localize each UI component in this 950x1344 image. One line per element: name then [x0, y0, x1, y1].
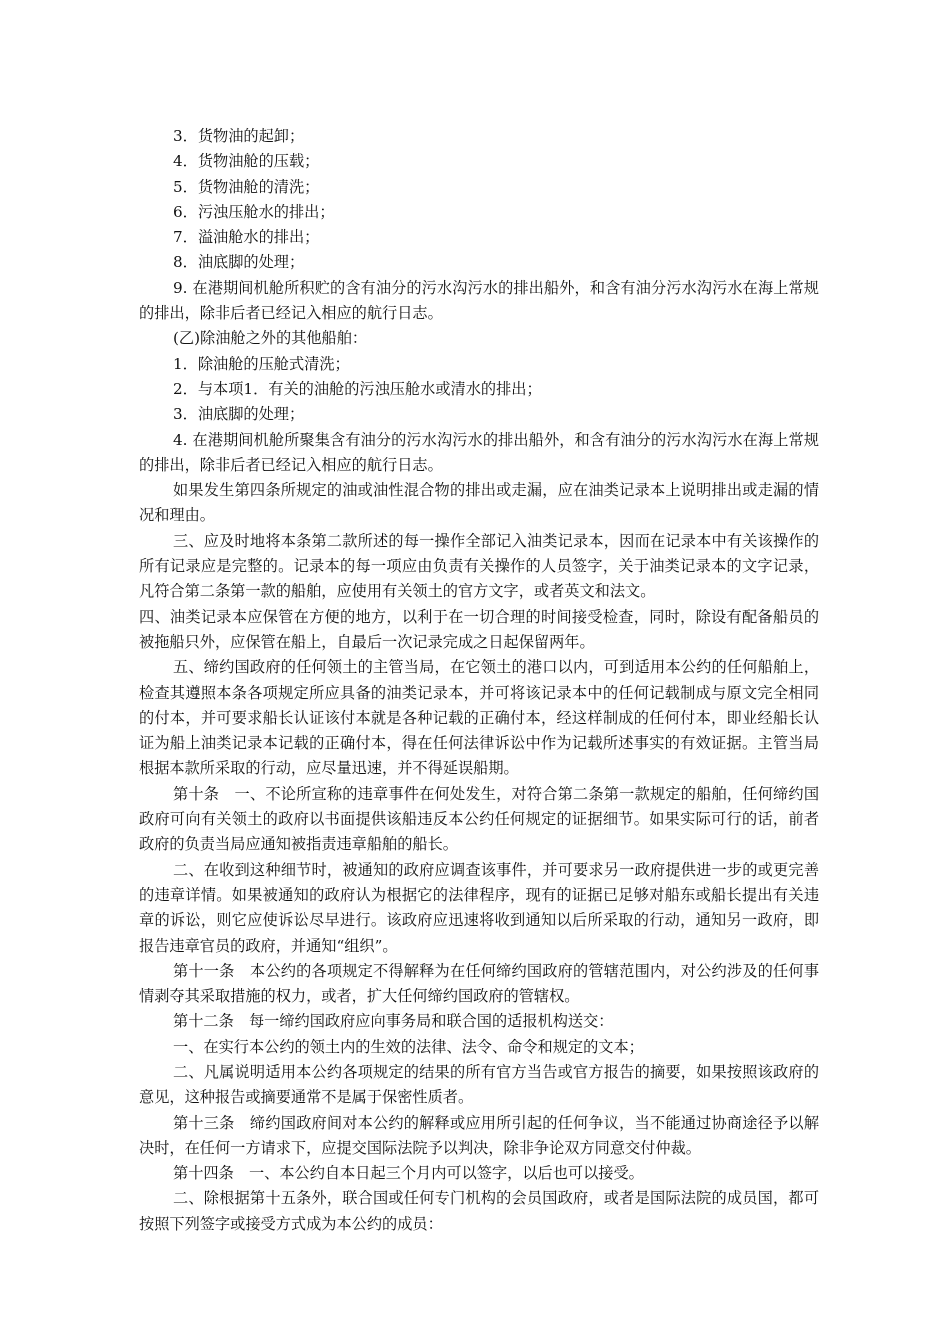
paragraph: 四、油类记录本应保管在方便的地方，以利于在一切合理的时间接受检查，同时，除设有配备船员的被拖船只外，应保管在船上，自最后一次记录完成之日起保留两年。	[139, 607, 819, 651]
paragraph: 2．与本项1．有关的油舱的污浊压舱水或清水的排出；	[173, 379, 542, 398]
paragraph: 第十三条 缔约国政府间对本公约的解释或应用所引起的任何争议，当不能通过协商途径予以解决时，在任何一方请求下，应提交国际法院予以判决，除非争论双方同意交付仲裁。	[139, 1113, 819, 1157]
paragraph: 三、应及时地将本条第二款所述的每一操作全部记入油类记录本，因而在记录本中有关该操作的所有记录应是完整的。记录本的每一项应由负责有关操作的人员签字，关于油类记录本的文字记录，凡符合第二条第一款的船舶，应使用有关领土的官方文字，或者英文和法文。	[139, 531, 819, 601]
paragraph: 五、缔约国政府的任何领土的主管当局，在它领土的港口以内，可到适用本公约的任何船舶上，检查其遵照本条各项规定所应具备的油类记录本，并可将该记录本中的任何记载制成与原文完全相同的付本，并可要求船长认证该付本就是各种记载的正确付本，经这样制成的任何付本，即业经船长认证为船上油类记录本记载的正确付本，得在任何法律诉讼中作为记载所述事实的有效证据。主管当局根据本款所采取的行动，应尽量迅速，并不得延误船期。	[139, 658, 819, 778]
paragraph: 第十四条 一、本公约自本日起三个月内可以签字，以后也可以接受。	[173, 1164, 644, 1183]
paragraph: 9. 在港期间机舱所积贮的含有油分的污水沟污水的排出船外，和含有油分污水沟污水在海上常规的排出，除非后者已经记入相应的航行日志。	[139, 278, 819, 323]
paragraph: 4．货物油舱的压载；	[173, 152, 320, 171]
paragraph: 一、在实行本公约的领土内的生效的法律、法令、命令和规定的文本；	[173, 1037, 644, 1056]
paragraph: 二、在收到这种细节时，被通知的政府应调查该事件，并可要求另一政府提供进一步的或更完善的违章详情。如果被通知的政府认为根据它的法律程序，现有的证据已足够对船东或船长提出有关违章的诉讼，则它应使诉讼尽早进行。该政府应迅速将收到通知以后所采取的行动，通知另一政府，即报告违章官员的政府，并通知“组织”。	[139, 860, 819, 955]
paragraph: 3．油底脚的处理；	[173, 405, 305, 424]
paragraph: 二、凡属说明适用本公约各项规定的结果的所有官方当告或官方报告的摘要，如果按照该政府的意见，这种报告或摘要通常不是属于保密性质者。	[139, 1062, 819, 1107]
paragraph: 6．污浊压舱水的排出；	[173, 202, 335, 221]
paragraph: 3．货物油的起卸；	[173, 127, 305, 145]
paragraph: 1．除油舱的压舱式清洗；	[173, 354, 350, 373]
paragraph: 第十一条 本公约的各项规定不得解释为在任何缔约国政府的管辖范围内，对公约涉及的任何事情剥夺其采取措施的权力，或者，扩大任何缔约国政府的管辖权。	[139, 961, 819, 1006]
paragraph: 二、除根据第十五条外，联合国或任何专门机构的会员国政府，或者是国际法院的成员国，都可按照下列签字或接受方式成为本公约的成员：	[139, 1189, 819, 1233]
paragraph: 第十二条 每一缔约国政府应向事务局和联合国的适报机构送交：	[173, 1012, 614, 1031]
document-body	[139, 124, 819, 1237]
paragraph: 4. 在港期间机舱所聚集含有油分的污水沟污水的排出船外，和含有油分的污水沟污水在海上常规的排出，除非后者已经记入相应的航行日志。	[139, 430, 819, 474]
paragraph: 7．溢油舱水的排出；	[173, 228, 320, 247]
paragraph: 第十条 一、不论所宣称的违章事件在何处发生，对符合第二条第一款规定的船舶，任何缔约国政府可向有关领土的政府以书面提供该船违反本公约任何规定的证据细节。如果实际可行的话，前者政府的负责当局应通知被指责违章船舶的船长。	[139, 784, 819, 854]
paragraph: (乙)除油舱之外的其他船舶：	[173, 329, 368, 348]
paragraph: 8．油底脚的处理；	[173, 253, 305, 272]
paragraph: 5．货物油舱的清洗；	[173, 177, 320, 196]
paragraph: 如果发生第四条所规定的油或油性混合物的排出或走漏，应在油类记录本上说明排出或走漏的情况和理由。	[139, 481, 819, 525]
